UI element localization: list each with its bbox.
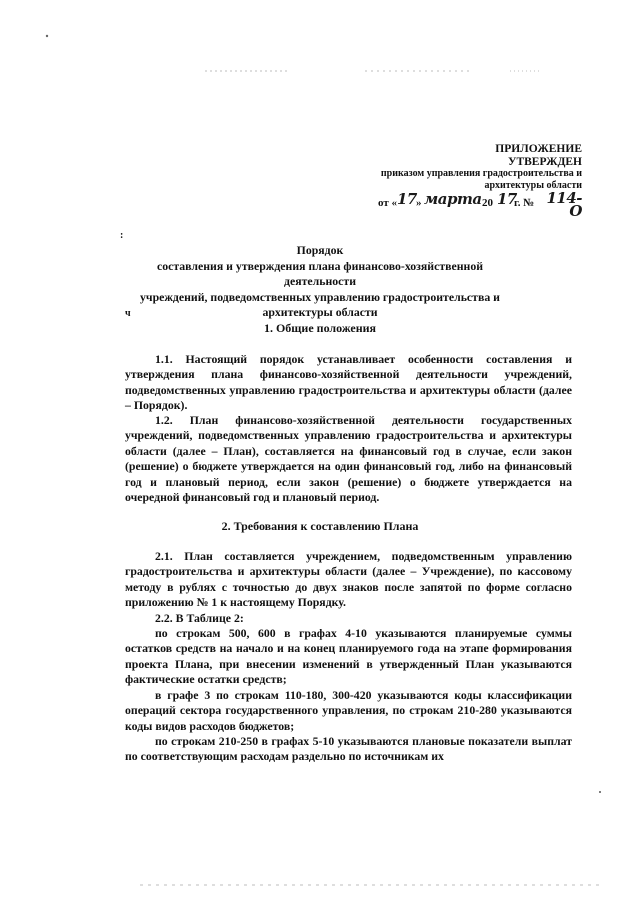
- section-heading: 1. Общие положения: [263, 321, 377, 335]
- approval-date-number: [352, 189, 582, 220]
- margin-mark: :: [120, 230, 124, 241]
- title-line: архитектуры области: [262, 305, 378, 319]
- approval-title: ПРИЛОЖЕНИЕ: [495, 143, 582, 155]
- title-line: Порядок: [296, 243, 344, 257]
- date-close-quote: »: [416, 197, 422, 209]
- document-title: [120, 243, 520, 321]
- paragraph: 1.1. Настоящий порядок устанавливает особенности составления и утверждения плана финансово-хозяйственной деятельности учреждений, подведомственных управлению градостроительства и архитектуры области (далее – Порядок).: [125, 352, 572, 413]
- order-number-handwritten: 114-О: [546, 189, 582, 220]
- paragraph: 1.2. План финансово-хозяйственной деятельности государственных учреждений, подведомственных управлению градостроительства и архитектуры области (далее – План), составляется на финансовый год в случае, если закон (решение) о бюджете утверждается на один финансовый год, либо на финансовый год и плановый период, если закон (решение) о бюджете утверждается на очередной финансовый год и плановый период.: [125, 413, 572, 505]
- title-line: учреждений, подведомственных управлению градостроительства и: [140, 289, 500, 304]
- date-year-prefix: 20: [482, 197, 493, 209]
- approval-approved: УТВЕРЖДЕН: [508, 155, 582, 168]
- paragraph: 2.1. План составляется учреждением, подведомственным управлению градостроительства и архитектуры области (далее – Учреждение), по кассовому методу в рублях с точностью до двух знаков после запятой по форме согласно приложению № 1 к настоящему Порядку.: [125, 549, 572, 610]
- section-heading: 2. Требования к составлению Плана: [221, 519, 419, 533]
- number-prefix: г. №: [514, 197, 535, 209]
- approval-block: [352, 143, 582, 220]
- approval-order-line1: приказом управления градостроительства и: [380, 168, 582, 179]
- paragraph: 2.2. В Таблице 2:: [155, 611, 244, 625]
- date-month-handwritten: марта: [424, 190, 482, 208]
- date-year-handwritten: 17: [497, 190, 517, 208]
- paragraph: по строкам 500, 600 в графах 4-10 указываются планируемые суммы остатков средств на начало и на конец планируемого года на этапе формирования проекта Плана, при внесении изменений в утвержденный План указываются фактические остатки средств;: [125, 626, 572, 687]
- paragraph: по строкам 210-250 в графах 5-10 указываются плановые показатели выплат по соответствующим расходам раздельно по источникам их: [125, 734, 572, 764]
- paragraph: в графе 3 по строкам 110-180, 300-420 указываются коды классификации операций сектора государственного управления, по строкам 210-280 указываются коды видов расходов бюджетов;: [125, 688, 572, 733]
- title-line: составления и утверждения плана финансово-хозяйственной деятельности: [156, 258, 484, 288]
- margin-mark: ч: [125, 308, 131, 319]
- approval-order-line2: архитектуры области: [484, 180, 582, 191]
- date-day-handwritten: 17: [397, 190, 417, 208]
- date-prefix: от «: [378, 197, 398, 209]
